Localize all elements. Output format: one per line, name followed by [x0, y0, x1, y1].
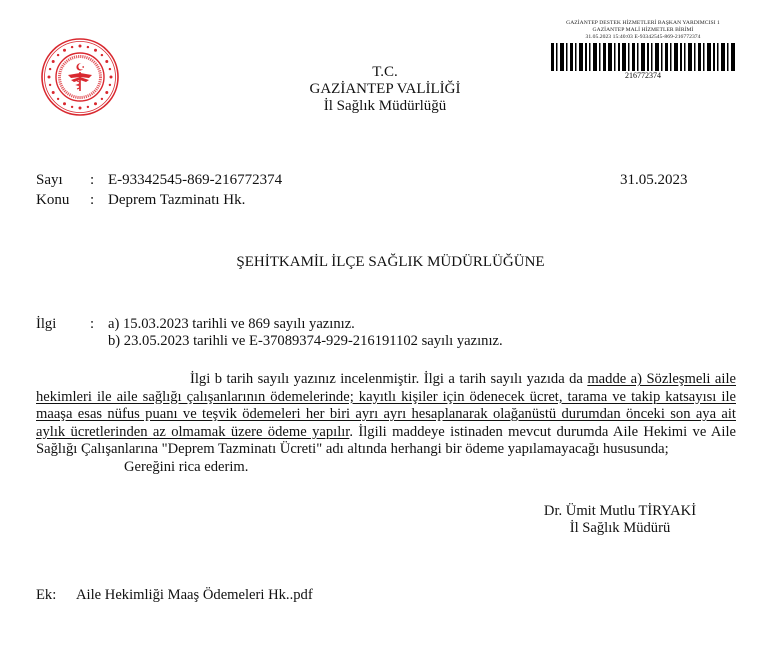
document-barcode	[548, 20, 738, 81]
reference-block	[36, 316, 503, 350]
body-intro-text: İlgi b tarih sayılı yazınız incelenmiştir. İlgi a tarih sayılı yazıda da	[190, 371, 588, 387]
barcode-icon	[551, 43, 735, 71]
barcode-number: 216772374	[625, 71, 661, 80]
document-date: 31.05.2023	[620, 172, 688, 188]
ministry-of-health-seal-icon	[40, 37, 120, 117]
barcode-caption-line1: GAZİANTEP DESTEK HİZMETLERİ BAŞKAN YARDIMCISI 1	[566, 20, 720, 26]
subject-colon: :	[90, 192, 95, 208]
document-number-colon: :	[90, 172, 95, 188]
seal-graphic	[40, 37, 120, 117]
reference-item-a: a) 15.03.2023 tarihli ve 869 sayılı yazınız.	[108, 316, 355, 332]
closing-remark: Gereğini rica ederim.	[124, 458, 249, 475]
reference-colon: :	[90, 316, 95, 332]
reference-list	[108, 316, 503, 350]
barcode-caption-line3: 31.05.2023 15:40:03 E-93342545-869-216772374	[585, 34, 701, 40]
document-number-label: Sayı	[36, 172, 63, 188]
body-conclusion-text: . İlgili maddeye istinaden mevcut durumda Aile Hekimi ve Aile Sağlığı Çalışanlarına "Deprem Tazminatı Ücreti" adı altında herhangi bir ödeme yapılamayacağı hususunda;	[36, 423, 736, 457]
body-paragraph	[36, 371, 736, 459]
attachment-row	[36, 587, 313, 604]
header-governorship: GAZİANTEP VALİLİĞİ	[309, 81, 461, 97]
attachment-label: Ek:	[36, 587, 57, 603]
header-directorate: İl Sağlık Müdürlüğü	[323, 98, 447, 114]
signature-block	[520, 503, 720, 537]
letter-body	[36, 371, 736, 476]
body-quoted-article: madde a) Sözleşmeli aile hekimleri ile aile sağlığı çalışanlarının ödemelerinde; kayıtlı kişiler için ödenecek ücret, tarama ve takip katsayısı ile maaşa esas nüfus puanı ve teşvik ödemeleri her biri ayrı ayrı hesaplanarak olağanüstü durumdan önceki son aya ait aylık ücretlerinden az olmamak üzere ödeme yapılır	[36, 371, 736, 440]
signatory-title: İl Sağlık Müdürü	[569, 520, 671, 536]
reference-item-b: b) 23.05.2023 tarihli ve E-37089374-929-216191102 sayılı yazınız.	[108, 333, 503, 349]
header-republic: T.C.	[372, 64, 398, 80]
document-number-value: E-93342545-869-216772374	[108, 172, 283, 188]
attachment-file-link[interactable]: Aile Hekimliği Maaş Ödemeleri Hk..pdf	[76, 587, 313, 603]
letterhead	[270, 64, 500, 115]
document-number-row	[36, 171, 282, 189]
subject-label: Konu	[36, 192, 70, 208]
signatory-name: Dr. Ümit Mutlu TİRYAKİ	[543, 503, 697, 519]
subject-value: Deprem Tazminatı Hk.	[108, 192, 246, 208]
reference-label: İlgi	[36, 316, 57, 332]
recipient-heading: ŞEHİTKAMİL İLÇE SAĞLIK MÜDÜRLÜĞÜNE	[236, 254, 545, 270]
subject-row	[36, 191, 245, 209]
barcode-caption-line2: GAZİANTEP MALİ HİZMETLER BİRİMİ	[592, 27, 694, 33]
